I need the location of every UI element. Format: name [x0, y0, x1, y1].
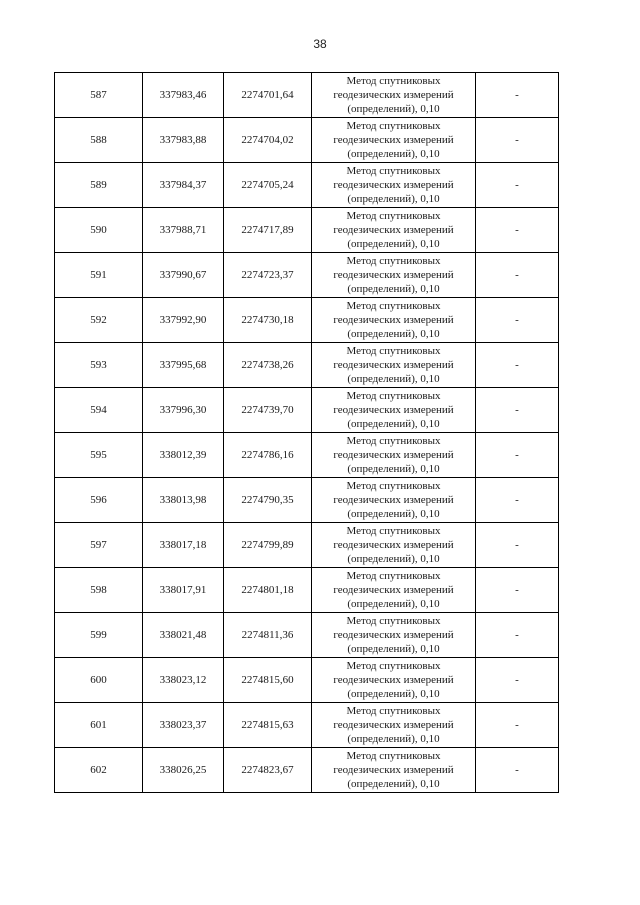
point-number-cell: 602	[55, 748, 143, 793]
note-cell: -	[476, 523, 559, 568]
x-coordinate-cell: 337996,30	[143, 388, 224, 433]
y-coordinate-cell: 2274704,02	[224, 118, 312, 163]
table-row	[55, 523, 559, 568]
method-cell	[312, 433, 476, 478]
method-cell	[312, 658, 476, 703]
x-coordinate-cell: 337988,71	[143, 208, 224, 253]
point-number-cell: 587	[55, 73, 143, 118]
method-line: Метод спутниковых	[346, 525, 441, 537]
method-line: геодезических измерений	[333, 224, 454, 236]
method-line: Метод спутниковых	[346, 75, 441, 87]
method-line: (определений), 0,10	[347, 148, 440, 160]
method-cell	[312, 478, 476, 523]
table-row	[55, 388, 559, 433]
table-row	[55, 478, 559, 523]
method-line: Метод спутниковых	[346, 750, 441, 762]
table-row	[55, 343, 559, 388]
x-coordinate-cell: 337983,88	[143, 118, 224, 163]
x-coordinate-cell: 337984,37	[143, 163, 224, 208]
note-cell: -	[476, 388, 559, 433]
method-line: (определений), 0,10	[347, 328, 440, 340]
method-line: геодезических измерений	[333, 89, 454, 101]
x-coordinate-cell: 337995,68	[143, 343, 224, 388]
note-cell: -	[476, 703, 559, 748]
table-row	[55, 163, 559, 208]
y-coordinate-cell: 2274811,36	[224, 613, 312, 658]
method-line: Метод спутниковых	[346, 255, 441, 267]
table-row	[55, 568, 559, 613]
method-line: (определений), 0,10	[347, 643, 440, 655]
x-coordinate-cell: 338012,39	[143, 433, 224, 478]
method-line: геодезических измерений	[333, 764, 454, 776]
note-cell: -	[476, 118, 559, 163]
x-coordinate-cell: 338017,91	[143, 568, 224, 613]
y-coordinate-cell: 2274823,67	[224, 748, 312, 793]
point-number-cell: 601	[55, 703, 143, 748]
method-line: геодезических измерений	[333, 449, 454, 461]
y-coordinate-cell: 2274723,37	[224, 253, 312, 298]
method-line: (определений), 0,10	[347, 688, 440, 700]
method-line: геодезических измерений	[333, 179, 454, 191]
note-cell: -	[476, 298, 559, 343]
method-line: (определений), 0,10	[347, 193, 440, 205]
method-line: геодезических измерений	[333, 719, 454, 731]
y-coordinate-cell: 2274799,89	[224, 523, 312, 568]
table-row	[55, 613, 559, 658]
y-coordinate-cell: 2274739,70	[224, 388, 312, 433]
note-cell: -	[476, 478, 559, 523]
method-cell	[312, 163, 476, 208]
method-cell	[312, 523, 476, 568]
x-coordinate-cell: 337983,46	[143, 73, 224, 118]
method-line: геодезических измерений	[333, 359, 454, 371]
table-row	[55, 73, 559, 118]
x-coordinate-cell: 338023,12	[143, 658, 224, 703]
method-line: Метод спутниковых	[346, 300, 441, 312]
note-cell: -	[476, 613, 559, 658]
method-cell	[312, 208, 476, 253]
method-cell	[312, 298, 476, 343]
point-number-cell: 596	[55, 478, 143, 523]
method-cell	[312, 613, 476, 658]
x-coordinate-cell: 338017,18	[143, 523, 224, 568]
method-line: геодезических измерений	[333, 404, 454, 416]
table-row	[55, 208, 559, 253]
point-number-cell: 595	[55, 433, 143, 478]
method-cell	[312, 118, 476, 163]
point-number-cell: 591	[55, 253, 143, 298]
x-coordinate-cell: 338021,48	[143, 613, 224, 658]
y-coordinate-cell: 2274705,24	[224, 163, 312, 208]
table-row	[55, 658, 559, 703]
note-cell: -	[476, 73, 559, 118]
point-number-cell: 593	[55, 343, 143, 388]
point-number-cell: 597	[55, 523, 143, 568]
method-line: (определений), 0,10	[347, 418, 440, 430]
method-line: (определений), 0,10	[347, 778, 440, 790]
y-coordinate-cell: 2274815,60	[224, 658, 312, 703]
method-line: геодезических измерений	[333, 674, 454, 686]
method-line: Метод спутниковых	[346, 570, 441, 582]
method-line: (определений), 0,10	[347, 373, 440, 385]
method-line: (определений), 0,10	[347, 238, 440, 250]
y-coordinate-cell: 2274738,26	[224, 343, 312, 388]
x-coordinate-cell: 337990,67	[143, 253, 224, 298]
method-line: Метод спутниковых	[346, 120, 441, 132]
coordinates-table-body	[55, 73, 559, 793]
method-line: (определений), 0,10	[347, 283, 440, 295]
point-number-cell: 600	[55, 658, 143, 703]
method-line: (определений), 0,10	[347, 553, 440, 565]
y-coordinate-cell: 2274790,35	[224, 478, 312, 523]
y-coordinate-cell: 2274730,18	[224, 298, 312, 343]
note-cell: -	[476, 658, 559, 703]
x-coordinate-cell: 338026,25	[143, 748, 224, 793]
note-cell: -	[476, 433, 559, 478]
point-number-cell: 592	[55, 298, 143, 343]
method-cell	[312, 73, 476, 118]
method-line: Метод спутниковых	[346, 615, 441, 627]
method-line: Метод спутниковых	[346, 165, 441, 177]
coordinates-table	[54, 72, 559, 793]
method-line: Метод спутниковых	[346, 480, 441, 492]
method-cell	[312, 253, 476, 298]
note-cell: -	[476, 568, 559, 613]
y-coordinate-cell: 2274801,18	[224, 568, 312, 613]
table-row	[55, 433, 559, 478]
point-number-cell: 588	[55, 118, 143, 163]
point-number-cell: 594	[55, 388, 143, 433]
table-row	[55, 118, 559, 163]
method-line: Метод спутниковых	[346, 705, 441, 717]
method-cell	[312, 568, 476, 613]
method-line: (определений), 0,10	[347, 598, 440, 610]
table-row	[55, 748, 559, 793]
point-number-cell: 589	[55, 163, 143, 208]
method-line: Метод спутниковых	[346, 390, 441, 402]
method-line: геодезических измерений	[333, 539, 454, 551]
method-cell	[312, 388, 476, 433]
y-coordinate-cell: 2274717,89	[224, 208, 312, 253]
note-cell: -	[476, 343, 559, 388]
x-coordinate-cell: 338023,37	[143, 703, 224, 748]
note-cell: -	[476, 253, 559, 298]
method-line: Метод спутниковых	[346, 435, 441, 447]
point-number-cell: 599	[55, 613, 143, 658]
y-coordinate-cell: 2274786,16	[224, 433, 312, 478]
method-line: Метод спутниковых	[346, 660, 441, 672]
note-cell: -	[476, 748, 559, 793]
method-line: Метод спутниковых	[346, 210, 441, 222]
method-line: геодезических измерений	[333, 629, 454, 641]
method-line: геодезических измерений	[333, 314, 454, 326]
method-line: (определений), 0,10	[347, 733, 440, 745]
y-coordinate-cell: 2274701,64	[224, 73, 312, 118]
method-line: геодезических измерений	[333, 134, 454, 146]
x-coordinate-cell: 338013,98	[143, 478, 224, 523]
table-row	[55, 253, 559, 298]
method-line: геодезических измерений	[333, 269, 454, 281]
method-line: геодезических измерений	[333, 584, 454, 596]
method-line: геодезических измерений	[333, 494, 454, 506]
method-cell	[312, 703, 476, 748]
method-line: Метод спутниковых	[346, 345, 441, 357]
x-coordinate-cell: 337992,90	[143, 298, 224, 343]
point-number-cell: 598	[55, 568, 143, 613]
note-cell: -	[476, 208, 559, 253]
table-row	[55, 703, 559, 748]
method-line: (определений), 0,10	[347, 463, 440, 475]
point-number-cell: 590	[55, 208, 143, 253]
page-number: 38	[313, 37, 327, 51]
table-row	[55, 298, 559, 343]
method-line: (определений), 0,10	[347, 508, 440, 520]
note-cell: -	[476, 163, 559, 208]
method-cell	[312, 343, 476, 388]
method-line: (определений), 0,10	[347, 103, 440, 115]
y-coordinate-cell: 2274815,63	[224, 703, 312, 748]
method-cell	[312, 748, 476, 793]
